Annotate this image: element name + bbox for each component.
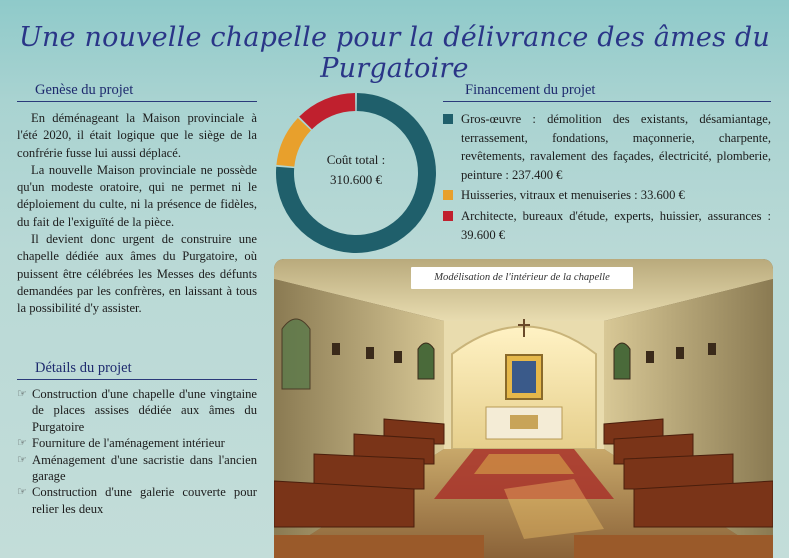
details-heading-label: Détails du projet bbox=[35, 360, 132, 376]
list-item: ☞ Aménagement d'une sacristie dans l'ancien garage bbox=[17, 452, 257, 484]
list-item: ☞ Construction d'une galerie couverte pour relier les deux bbox=[17, 485, 257, 516]
legend-swatch bbox=[443, 211, 453, 221]
donut-center-label bbox=[272, 150, 440, 190]
donut-label-line1: Coût total : bbox=[326, 152, 386, 167]
genese-heading bbox=[17, 82, 257, 102]
donut-slice bbox=[299, 93, 355, 129]
legend-swatch bbox=[443, 114, 453, 124]
donut-total-value: 310.600 € bbox=[330, 172, 382, 187]
list-item: ☞ Construction d'une chapelle d'une vingtaine de places assises dédiée aux âmes du Purgatoire bbox=[17, 387, 257, 434]
details-list bbox=[17, 386, 257, 517]
financement-heading-label: Financement du projet bbox=[465, 82, 596, 98]
page-title: Une nouvelle chapelle pour la délivrance des âmes du Purgatoire bbox=[19, 22, 770, 84]
genese-heading-label: Genèse du projet bbox=[35, 82, 134, 98]
legend-swatch bbox=[443, 190, 453, 200]
pointing-hand-icon: ☞ bbox=[17, 453, 27, 466]
financement-list bbox=[443, 110, 771, 246]
pointing-hand-icon: ☞ bbox=[17, 388, 27, 400]
legend-item: Huisseries, vitraux et menuiseries : 33.600 € bbox=[443, 186, 771, 205]
list-item: ☞ Fourniture de l'aménagement intérieur bbox=[17, 436, 225, 451]
genese-text bbox=[17, 110, 257, 318]
financement-heading bbox=[443, 82, 771, 102]
pointing-hand-icon: ☞ bbox=[17, 486, 27, 499]
chapel-interior-image bbox=[274, 259, 773, 558]
legend-item: Gros-œuvre : démolition des existants, désamiantage, terrassement, fondations, maçonnerie, charpente, revêtements, ravalement des façades, électricité, plomberie, peinture : 237.400 € bbox=[443, 110, 771, 184]
genese-paragraph: Il devient donc urgent de construire une chapelle dédiée aux âmes du Purgatoire, où puissent être célébrées les Messes des défunts demandées par les confrères, en laissant à tous la possibilité d'y assister. bbox=[17, 232, 257, 316]
genese-paragraph: La nouvelle Maison provinciale ne possède qu'un modeste oratoire, qui ne permet ni le déploiement du culte, ni la présence de fidèles, du fait de l'exiguïté de la pièce. bbox=[17, 162, 257, 229]
photo-caption: Modélisation de l'intérieur de la chapelle bbox=[411, 267, 633, 289]
pointing-hand-icon: ☞ bbox=[17, 437, 27, 450]
legend-item: Architecte, bureaux d'étude, experts, huissier, assurances : 39.600 € bbox=[443, 207, 771, 244]
chapel-illustration bbox=[274, 259, 773, 558]
details-heading bbox=[17, 360, 257, 380]
genese-paragraph: En déménageant la Maison provinciale à l'été 2020, il était logique que le siège de la confrérie fusse lui aussi déplacé. bbox=[17, 111, 257, 160]
